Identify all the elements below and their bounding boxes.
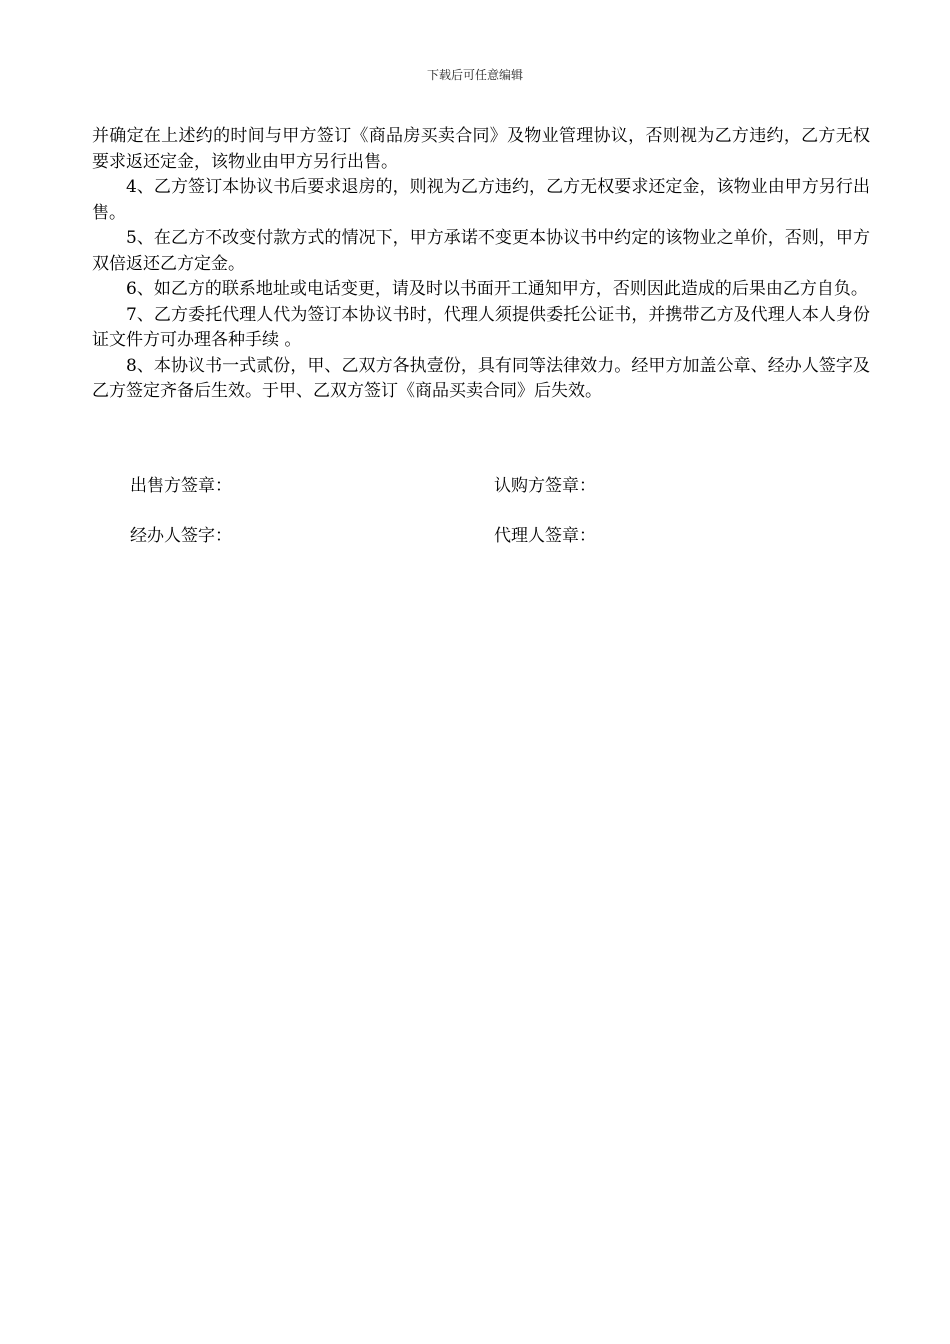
agent-signature-label: 经办人签字：	[130, 526, 232, 546]
paragraph-clause-7: 7、乙方委托代理人代为签订本协议书时，代理人须提供委托公证书，并携带乙方及代理人本人身份证文件方可办理各种手续 。	[92, 304, 870, 350]
paragraph-clause-5: 5、在乙方不改变付款方式的情况下，甲方承诺不变更本协议书中约定的该物业之单价，否则，甲方双倍返还乙方定金。	[92, 228, 870, 274]
paragraph-clause-6: 6、如乙方的联系地址或电话变更，请及时以书面开工通知甲方，否则因此造成的后果由乙方自负。	[126, 279, 868, 299]
paragraph-clause-8: 8、本协议书一式贰份，甲、乙双方各执壹份，具有同等法律效力。经甲方加盖公章、经办人签字及乙方签定齐备后生效。于甲、乙双方签订《商品买卖合同》后失效。	[92, 355, 870, 401]
header-note: 下载后可任意编辑	[426, 68, 523, 82]
paragraph-continuation: 并确定在上述约的时间与甲方签订《商品房买卖合同》及物业管理协议，否则视为乙方违约，乙方无权要求返还定金，该物业由甲方另行出售。	[92, 126, 870, 172]
seller-seal-label: 出售方签章：	[130, 476, 232, 496]
agreement-body	[92, 124, 870, 405]
paragraph-clause-4: 4、乙方签订本协议书后要求退房的，则视为乙方违约，乙方无权要求还定金，该物业由甲方另行出售。	[92, 177, 870, 223]
proxy-seal-label: 代理人签章：	[494, 526, 596, 546]
buyer-seal-label: 认购方签章：	[494, 476, 596, 496]
